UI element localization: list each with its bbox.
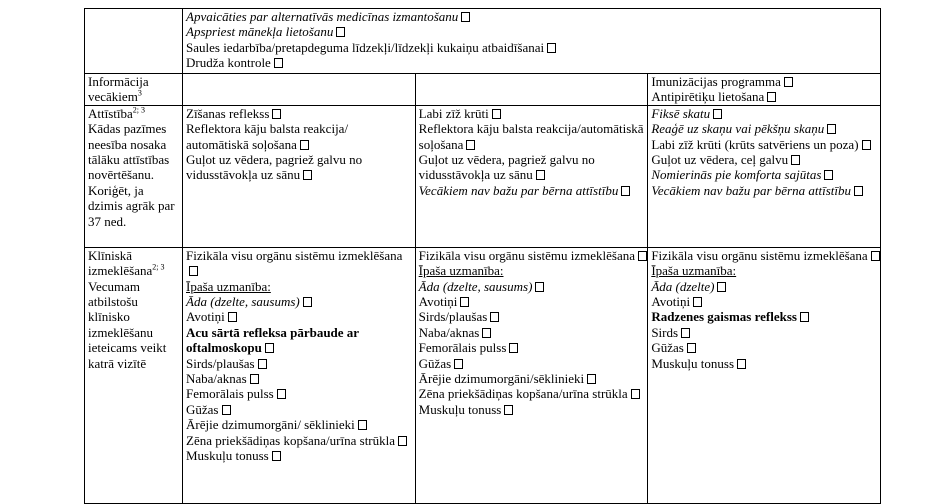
checkbox-icon [272, 451, 281, 461]
row-label-clinical-exam: Klīniskā izmeklēšana$^{2; 3}$ Vecumam atbilstošu klīnisko izmeklēšanu ieteicams veikt katrā vizītē [85, 247, 183, 503]
cell-empty [183, 74, 416, 106]
list-item: Saules iedarbība/pretapdeguma līdzekļi/līdzekļi kukaiņu atbaidīšanai [186, 40, 877, 55]
list-item: Vecākiem nav bažu par bērna attīstību [419, 183, 645, 198]
checkbox-icon [466, 140, 475, 150]
checkbox-icon [258, 359, 267, 369]
attention-heading: Īpaša uzmanība: [186, 278, 271, 294]
checkbox-icon [631, 389, 640, 399]
checkbox-icon [189, 266, 198, 276]
checkbox-icon [854, 186, 863, 196]
list-item: Radzenes gaismas reflekss [651, 309, 877, 324]
checkbox-icon [358, 420, 367, 430]
list-item: Femorālais pulss [419, 340, 645, 355]
checkbox-icon [767, 92, 776, 102]
checkbox-icon [504, 405, 513, 415]
list-item: Naba/aknas [186, 371, 412, 386]
list-item: Imunizācijas programma [651, 74, 877, 89]
list-item: Sirds [651, 325, 877, 340]
list-item: Sirds/plaušas [186, 356, 412, 371]
checkbox-icon [490, 312, 499, 322]
checkbox-icon [536, 170, 545, 180]
list-item: Guļot uz vēdera, ceļ galvu [651, 152, 877, 167]
checkbox-icon [737, 359, 746, 369]
list-item: Fizikāla visu orgānu sistēmu izmeklēšana [651, 248, 877, 263]
checkbox-icon [800, 312, 809, 322]
list-item: Āda (dzelte) [651, 279, 877, 294]
list-item: Āda (dzelte, sausums) [186, 294, 412, 309]
table-row-parent-advice [85, 9, 881, 74]
advice-cell [183, 9, 881, 74]
checkbox-icon [713, 109, 722, 119]
checkbox-icon [303, 297, 312, 307]
checkbox-icon [871, 251, 880, 261]
list-item: Zīšanas reflekss [186, 106, 412, 121]
checkbox-icon [509, 343, 518, 353]
checkbox-icon [272, 109, 281, 119]
row-label-parent-info: Informācija vecākiem$^3$ [85, 74, 183, 106]
list-item: Femorālais pulss [186, 386, 412, 401]
list-item: Naba/aknas [419, 325, 645, 340]
checkbox-icon [303, 170, 312, 180]
checkbox-icon [336, 27, 345, 37]
clinical-schedule-table [84, 8, 881, 504]
list-item: Gūžas [419, 356, 645, 371]
checkbox-icon [687, 343, 696, 353]
checkbox-icon [277, 389, 286, 399]
table-row-clinical-exam [85, 247, 881, 503]
list-item: Ārējie dzimumorgāni/sēklinieki [419, 371, 645, 386]
checkbox-icon [454, 359, 463, 369]
list-item: Reflektora kāju balsta reakcija/automātiskā soļošana [418, 121, 644, 152]
list-item: Avotiņi [186, 309, 412, 324]
attention-heading: Īpaša uzmanība: [651, 263, 737, 279]
list-item: Apvaicāties par alternatīvās medicīnas izmantošanu [186, 9, 877, 24]
row-label-development: Attīstība$^{2; 3}$ Kādas pazīmes neesība nosaka tālāku attīstības novērtēšanu. Koriģēt, ja dzimis agrāk par 37 ned. [85, 105, 183, 247]
table-row-parent-info [85, 74, 881, 106]
checkbox-icon [587, 374, 596, 384]
table-row-development [85, 105, 881, 247]
list-item: Gūžas [651, 340, 877, 355]
attention-heading: Īpaša uzmanība: [418, 263, 504, 279]
list-item: Avotiņi [419, 294, 645, 309]
checkbox-icon [784, 77, 793, 87]
list-item: Apspriest mānekļa lietošanu [186, 24, 877, 39]
list-item: Zēna priekšādiņas kopšana/urīna strūkla [419, 386, 645, 401]
list-item: Zēna priekšādiņas kopšana/urīna strūkla [186, 433, 412, 448]
list-item: Labi zīž krūti (krūts satvēriens un poza) [651, 137, 877, 152]
checkbox-icon [681, 328, 690, 338]
list-item: Nomierinās pie komforta sajūtas [651, 167, 877, 182]
list-item: Āda (dzelte, sausums) [419, 279, 645, 294]
list-item: Ārējie dzimumorgāni/ sēklinieki [186, 417, 412, 432]
checkbox-icon [547, 43, 556, 53]
list-item: Guļot uz vēdera, pagriež galvu no vidusstāvokļa uz sānu [418, 152, 595, 183]
checkbox-icon [398, 436, 407, 446]
list-item: Antipirētiķu lietošana [651, 89, 877, 104]
checkbox-icon [482, 328, 491, 338]
checkbox-icon [824, 170, 833, 180]
list-item: Guļot uz vēdera, pagriež galvu no vidusstāvokļa uz sānu [186, 152, 363, 183]
list-item: Reflektora kāju balsta reakcija/ automātiskā soļošana [186, 121, 349, 152]
cell-empty [415, 74, 648, 106]
list-item: Fiksē skatu [651, 106, 877, 121]
list-item: Fizikāla visu orgānu sistēmu izmeklēšana [186, 248, 412, 279]
development-cell-col3 [415, 105, 648, 247]
checkbox-icon [460, 297, 469, 307]
checkbox-icon [300, 140, 309, 150]
checkbox-icon [222, 405, 231, 415]
development-cell-col4 [648, 105, 881, 247]
list-item: Gūžas [186, 402, 412, 417]
checkbox-icon [250, 374, 259, 384]
info-cell-col4 [648, 74, 881, 106]
checkbox-icon [621, 186, 630, 196]
clinical-cell-col3 [415, 247, 648, 503]
checkbox-icon [693, 297, 702, 307]
checkbox-icon [717, 282, 726, 292]
list-item: Labi zīž krūti [419, 106, 645, 121]
checkbox-icon [791, 155, 800, 165]
list-item: Acu sārtā refleksa pārbaude ar oftalmoskopu [186, 324, 359, 356]
list-item: Fizikāla visu orgānu sistēmu izmeklēšana [419, 248, 645, 263]
list-item: Avotiņi [651, 294, 877, 309]
label-cell-empty [85, 9, 183, 74]
list-item: Muskuļu tonuss [419, 402, 645, 417]
checkbox-icon [274, 58, 283, 68]
list-item: Vecākiem nav bažu par bērna attīstību [651, 183, 877, 198]
checkbox-icon [862, 140, 871, 150]
list-item: Reaģē uz skaņu vai pēkšņu skaņu [651, 121, 877, 136]
clinical-cell-col2 [183, 247, 416, 503]
list-item: Sirds/plaušas [419, 309, 645, 324]
checkbox-icon [228, 312, 237, 322]
list-item: Muskuļu tonuss [186, 448, 412, 463]
checkbox-icon [461, 12, 470, 22]
clinical-cell-col4 [648, 247, 881, 503]
checkbox-icon [265, 343, 274, 353]
checkbox-icon [492, 109, 501, 119]
list-item: Drudža kontrole [186, 55, 877, 70]
checkbox-icon [827, 124, 836, 134]
development-cell-col2 [183, 105, 416, 247]
checkbox-icon [638, 251, 647, 261]
checkbox-icon [535, 282, 544, 292]
list-item: Muskuļu tonuss [651, 356, 877, 371]
